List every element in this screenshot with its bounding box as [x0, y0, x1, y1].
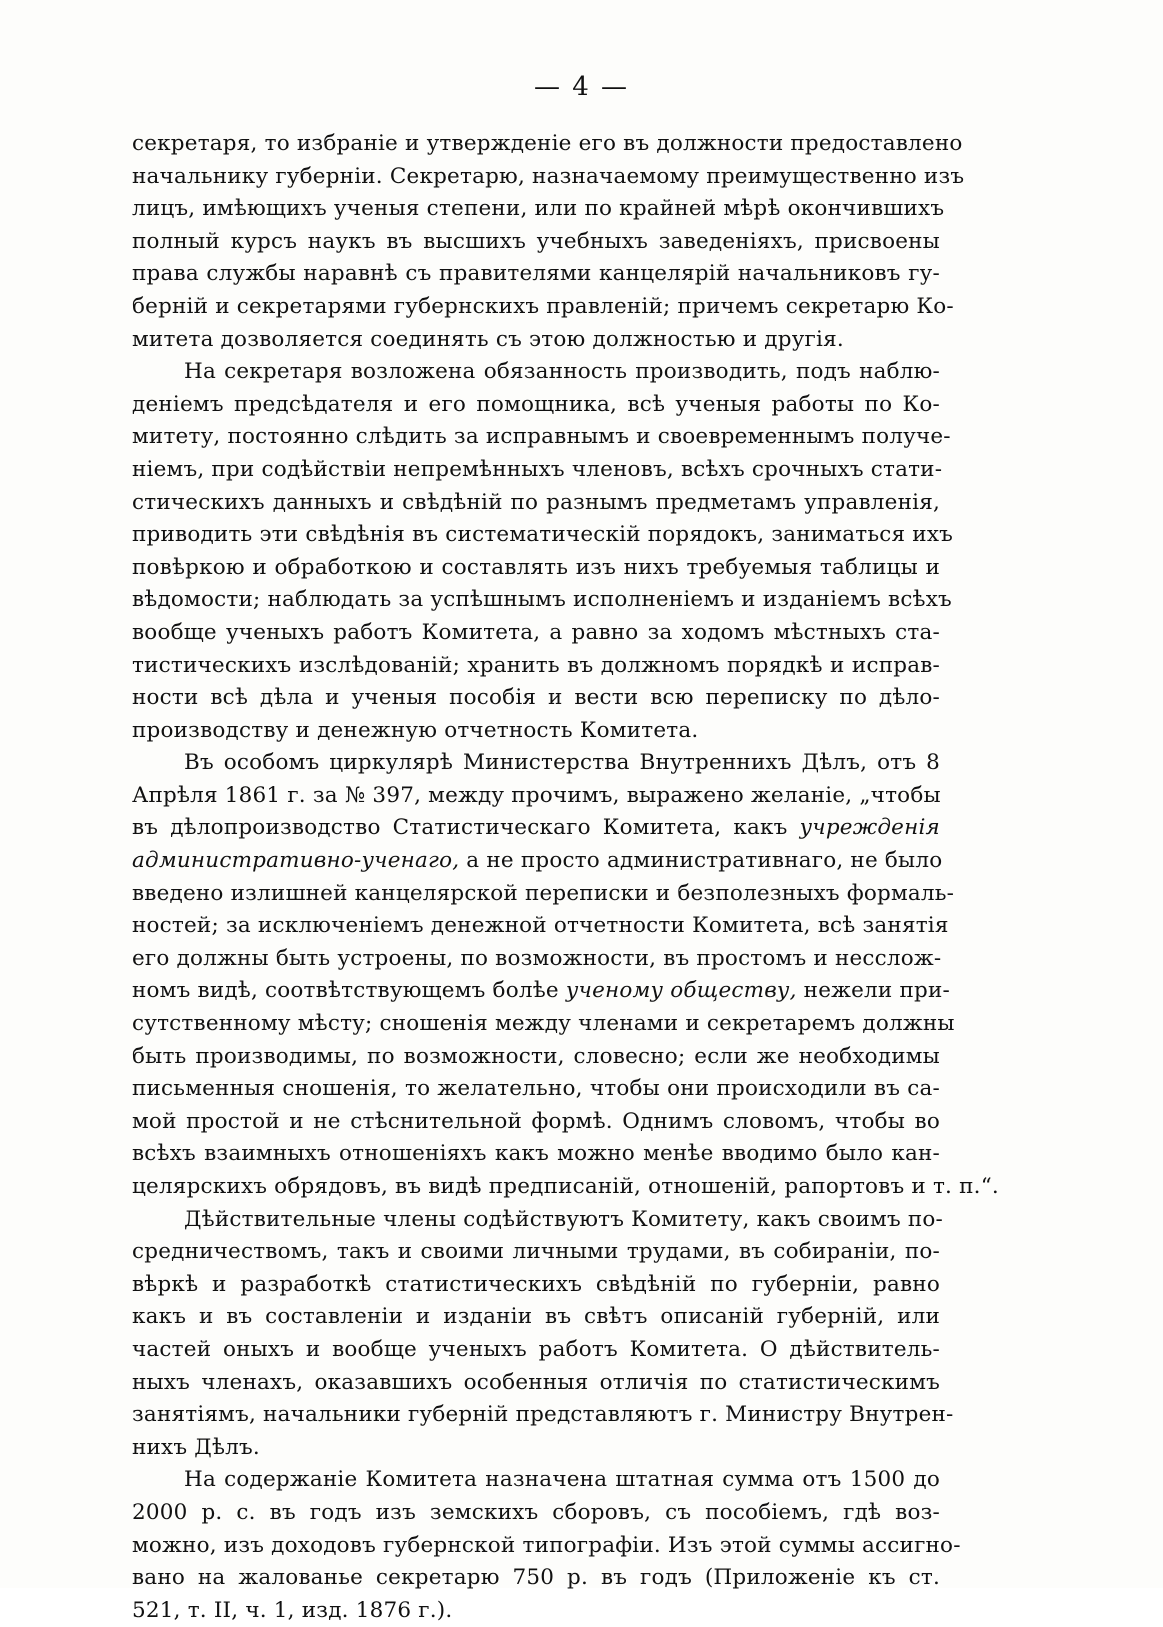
paragraph-4	[132, 1204, 954, 1465]
text-line: можно, изъ доходовъ губернской типографіи. Изъ этой суммы ассигно-	[132, 1532, 961, 1558]
page-number: — 4 —	[533, 72, 630, 102]
text-line: введено излишней канцелярской переписки и безполезныхъ формаль-	[132, 880, 955, 906]
text-line: мой простой и не стѣснительной формѣ. Однимъ словомъ, чтобы во	[132, 1108, 940, 1134]
text-line	[132, 845, 943, 878]
italic-text: административно-ученаго,	[132, 848, 460, 874]
text-line: На содержаніе Комитета назначена штатная сумма отъ 1500 до	[184, 1467, 940, 1493]
text-line: приводить эти свѣдѣнія въ систематическій порядокъ, заниматься ихъ	[132, 522, 954, 548]
text-line: ныхъ членахъ, оказавшихъ особенныя отличія по статистическимъ	[132, 1369, 940, 1395]
text-line: лицъ, имѣющихъ ученыя степени, или по крайней мѣрѣ окончившихъ	[132, 196, 945, 222]
text-line: всѣхъ взаимныхъ отношеніяхъ какъ можно менѣе вводимо было кан-	[132, 1141, 940, 1167]
text-line: права службы наравнѣ съ правителями канцелярій начальниковъ гу-	[132, 261, 940, 287]
text-line: тистическихъ изслѣдованій; хранить въ должномъ порядкѣ и исправ-	[132, 652, 940, 678]
text-line: вѣдомости; наблюдать за успѣшнымъ исполненіемъ и изданіемъ всѣхъ	[132, 587, 952, 613]
text-line: средничествомъ, такъ и своими личными трудами, въ собираніи, по-	[132, 1239, 940, 1265]
text-line: берній и секретарями губернскихъ правленій; причемъ секретарю Ко-	[132, 293, 954, 319]
paragraph-5	[132, 1464, 961, 1627]
text-line: производству и денежную отчетность Комитета.	[132, 717, 699, 743]
text-line: вѣркѣ и разработкѣ статистическихъ свѣдѣній по губерніи, равно	[132, 1271, 940, 1297]
text-line: ностей; за исключеніемъ денежной отчетности Комитета, всѣ занятія	[132, 913, 949, 939]
paragraph-2	[132, 356, 954, 747]
text-line: его должны быть устроены, по возможности, въ простомъ и несслож-	[132, 945, 942, 971]
text-line: деніемъ предсѣдателя и его помощника, всѣ ученыя работы по Ко-	[132, 391, 940, 417]
text-line: какъ и въ составленіи и изданіи въ свѣтъ описаній губерній, или	[132, 1304, 940, 1330]
text-line	[132, 975, 950, 1008]
text-line: Дѣйствительные члены содѣйствуютъ Комитету, какъ своимъ по-	[184, 1206, 943, 1232]
text-line: стическихъ данныхъ и свѣдѣній по разнымъ предметамъ управленія,	[132, 489, 940, 515]
text-line: вообще ученыхъ работъ Комитета, а равно за ходомъ мѣстныхъ ста-	[132, 619, 940, 645]
text-line: 2000 р. с. въ годъ изъ земскихъ сборовъ, съ пособіемъ, гдѣ воз-	[132, 1499, 940, 1525]
text-line: Въ особомъ циркулярѣ Министерства Внутреннихъ Дѣлъ, отъ 8	[184, 750, 940, 776]
italic-text: ученому обществу,	[565, 978, 797, 1004]
paragraph-1	[132, 128, 965, 356]
text-line: частей оныхъ и вообще ученыхъ работъ Комитета. О дѣйствитель-	[132, 1336, 940, 1362]
text-line: митета дозволяется соединять съ этою должностью и другія.	[132, 326, 844, 352]
body-text	[132, 128, 999, 1627]
text-line: секретаря, то избраніе и утвержденіе его въ должности предоставлено	[132, 131, 963, 156]
text-fragment: а не просто административнаго, не было	[466, 848, 943, 874]
text-line: целярскихъ обрядовъ, въ видѣ предписаній, отношеній, рапортовъ и т. п.“.	[132, 1174, 999, 1199]
text-line: митету, постоянно слѣдить за исправнымъ и своевременнымъ получе-	[132, 424, 951, 450]
paragraph-3	[132, 747, 999, 1203]
text-line: быть производимы, по возможности, словесно; если же необходимы	[132, 1043, 940, 1069]
text-fragment: въ дѣлопроизводство Статистическаго Комитета, какъ	[132, 815, 788, 841]
text-line: На секретаря возложена обязанность производить, подъ наблю-	[184, 359, 940, 385]
text-line: повѣркою и обработкою и составлять изъ нихъ требуемыя таблицы и	[132, 554, 940, 580]
text-line: вано на жалованье секретарю 750 р. въ годъ (Приложеніе къ ст.	[132, 1565, 940, 1591]
text-line: полный курсъ наукъ въ высшихъ учебныхъ заведеніяхъ, присвоены	[132, 228, 940, 254]
text-line: нихъ Дѣлъ.	[132, 1434, 260, 1460]
text-line: письменныя сношенія, то желательно, чтобы они происходили въ са-	[132, 1076, 940, 1102]
text-line: ности всѣ дѣла и ученыя пособія и вести всю переписку по дѣло-	[132, 685, 940, 711]
text-fragment: номъ видѣ, соотвѣтствующемъ болѣе	[132, 978, 559, 1004]
text-line	[132, 812, 940, 845]
text-line: начальнику губерніи. Секретарю, назначаемому преимущественно изъ	[132, 163, 965, 189]
text-line: Апрѣля 1861 г. за № 397, между прочимъ, выражено желаніе, „чтобы	[132, 782, 941, 808]
italic-text: учрежденія	[799, 815, 940, 841]
text-line: занятіямъ, начальники губерній представляютъ г. Министру Внутрен-	[132, 1402, 954, 1428]
text-line: 521, т. II, ч. 1, изд. 1876 г.).	[132, 1597, 453, 1623]
text-line: ніемъ, при содѣйствіи непремѣнныхъ членовъ, всѣхъ срочныхъ стати-	[132, 456, 943, 482]
text-line: сутственному мѣсту; сношенія между членами и секретаремъ должны	[132, 1011, 955, 1037]
text-fragment: нежели при-	[803, 978, 950, 1004]
